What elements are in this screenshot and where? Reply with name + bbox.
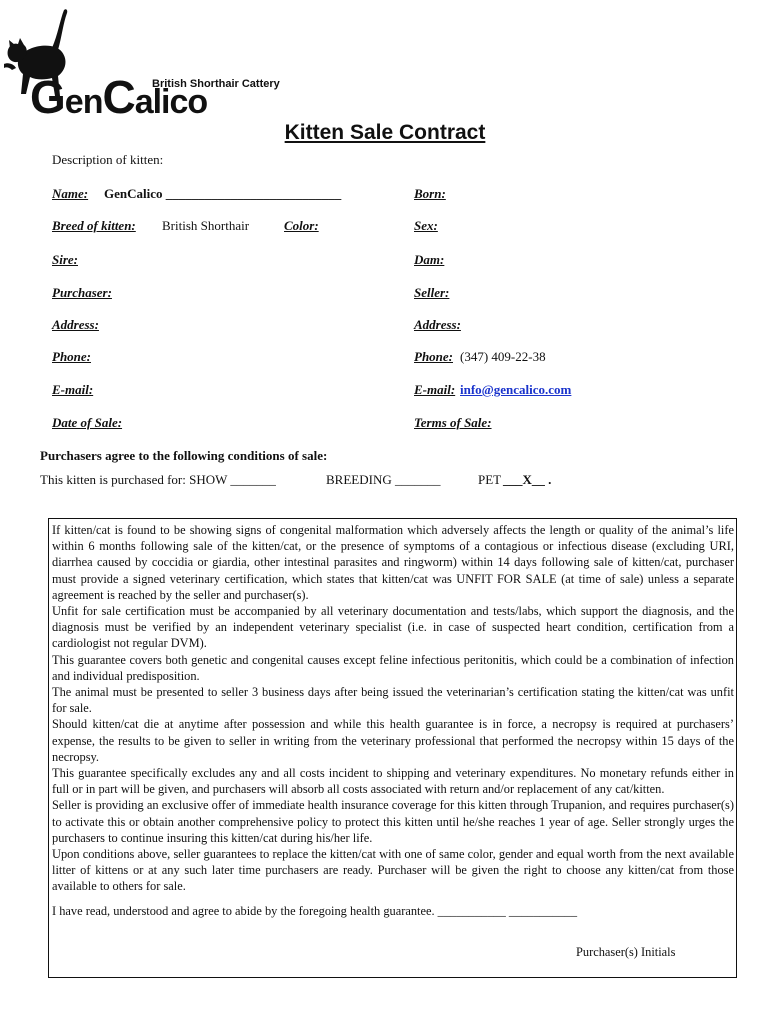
seller-label: Seller:	[414, 285, 450, 300]
terms-paragraph: Seller is providing an exclusive offer of immediate health insurance coverage for this kitten through Trupanion, and requires purchaser(s) to activate this or obtain another comprehensive policy to protect this kitten until he/she reaches 1 year of age. Seller strongly urges the purchasers to continue insuring this kitten/cat during his/her life.	[52, 798, 734, 845]
name-label: Name:	[52, 186, 89, 201]
brand-c: C	[102, 71, 135, 123]
seller-address-label: Address:	[414, 317, 461, 332]
terms-paragraph: Upon conditions above, seller guarantees to replace the kitten/cat with one of same color, gender and equal worth from the next available litter of kittens or at any such later time purchasers are ready. Purchaser will be given the right to choose any kitten/cat from those available to others for sale.	[52, 847, 734, 894]
purpose-show: This kitten is purchased for: SHOW _______	[40, 472, 276, 487]
terms-of-sale-label: Terms of Sale:	[414, 415, 492, 430]
terms-paragraph: If kitten/cat is found to be showing signs of congenital malformation which adversely affects the length or quality of the animal’s life within 6 months following sale of the kitten/cat, or the presence of symptoms of a contagious or infectious disease (excluding URI, diarrhea caused by coccidia or giardia, other intestinal parasites and ringworm) within 14 days following sale of kitten/cat, purchaser must provide a signed veterinary certification, which states that kitten/cat was UNFIT FOR SALE (at time of sale) unless a separate agreement is reached by the seller and purchaser(s).	[52, 523, 734, 602]
purchaser-phone-label: Phone:	[52, 349, 91, 364]
sex-label: Sex:	[414, 218, 438, 233]
brand-alico: alico	[134, 83, 208, 121]
purchaser-address-label: Address:	[52, 317, 99, 332]
terms-paragraph: The animal must be presented to seller 3 business days after being issued the veterinarian’s certification stating the kitten/cat was unfit for sale.	[52, 685, 734, 716]
purchaser-initials-label: Purchaser(s) Initials	[576, 945, 676, 959]
dam-label: Dam:	[414, 252, 445, 267]
conditions-heading: Purchasers agree to the following conditions of sale:	[40, 448, 328, 463]
breed-label: Breed of kitten:	[52, 218, 136, 233]
seller-phone-label: Phone:	[414, 349, 453, 364]
seller-email-label: E-mail:	[414, 382, 456, 397]
terms-paragraph: Unfit for sale certification must be accompanied by all veterinary documentation and tests/labs, which support the diagnosis, and the diagnosis must be verified by an independent veterinary specialist (i.e. in case of suspected heart condition, certification from a cardiologist not regular DVM).	[52, 604, 734, 651]
seller-phone-value: (347) 409-22-38	[460, 349, 546, 364]
seller-email-link[interactable]: info@gencalico.com	[460, 382, 572, 397]
purpose-pet-label: PET	[478, 472, 502, 487]
sire-label: Sire:	[52, 252, 78, 267]
brand-g: G	[30, 71, 65, 123]
purpose-pet-mark: ___X__ .	[503, 472, 552, 487]
agreement-statement: I have read, understood and agree to abide by the foregoing health guarantee. ___________ ___________	[52, 903, 578, 918]
description-label: Description of kitten:	[52, 152, 164, 167]
purpose-breeding: BREEDING _______	[326, 472, 441, 487]
terms-paragraph: Should kitten/cat die at anytime after possession and while this health guarantee is in force, a necropsy is required at purchasers’ expense, the results to be given to seller in writing from the veterinary professional that performed the necropsy within 15 days of the necropsy.	[52, 717, 734, 764]
cattery-logo	[0, 4, 320, 123]
name-value[interactable]: GenCalico ___________________________	[104, 186, 342, 201]
terms-paragraph: This guarantee covers both genetic and congenital causes except feline infectious peritonitis, which could be a combination of infection and individual predisposition.	[52, 652, 734, 683]
brand-tagline: British Shorthair Cattery	[152, 78, 280, 90]
page-title: Kitten Sale Contract	[284, 121, 486, 144]
health-guarantee-terms	[48, 518, 737, 978]
born-label: Born:	[414, 186, 446, 201]
purchaser-label: Purchaser:	[52, 285, 112, 300]
terms-paragraph: This guarantee specifically excludes any and all costs incident to shipping and veterinary expenditures. No monetary refunds either in full or in part will be given, and purchasers will absorb all costs associated with return and/or replacement of any cat/kitten.	[52, 766, 734, 797]
breed-value[interactable]: British Shorthair	[162, 218, 250, 233]
color-label: Color:	[284, 218, 319, 233]
brand-en: en	[64, 83, 103, 121]
date-of-sale-label: Date of Sale:	[52, 415, 123, 430]
purchaser-email-label: E-mail:	[52, 382, 94, 397]
